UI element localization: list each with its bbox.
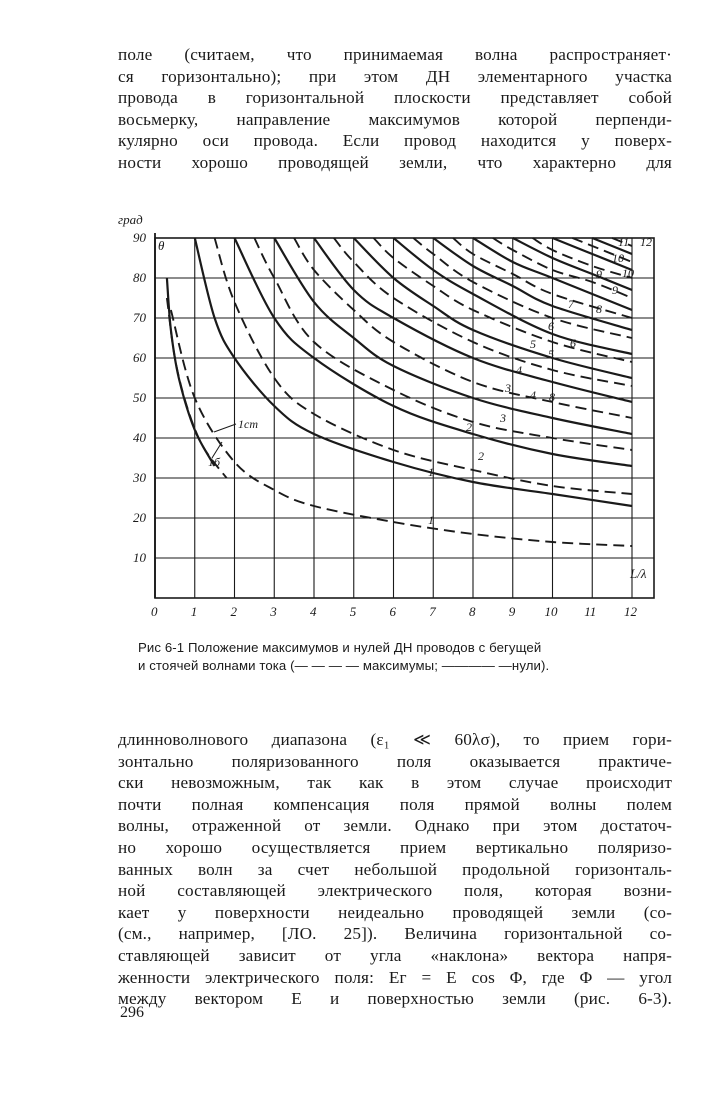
text-line: волны, отраженной от земли. Однако при этом достаточ-	[118, 816, 672, 836]
text-line: Рис 6-1 Положение максимумов и нулей ДН проводов с бегущей	[138, 640, 542, 655]
y-tick-label: 50	[133, 390, 146, 405]
page-number: 296	[120, 1004, 144, 1021]
y-tick-label: 70	[133, 310, 146, 325]
curve-label: 5	[530, 337, 536, 351]
text-line: ной составляющей электрического поля, которая возни-	[118, 881, 672, 901]
x-tick-label: 4	[310, 604, 317, 619]
text-line: длинноволнового диапазона (ε₁ ≪ 60λσ), то прием гори-	[118, 730, 672, 749]
text-line: поле (считаем, что принимаемая волна распространяет·	[118, 45, 672, 64]
curve-label: 3	[505, 381, 511, 395]
text-line: восьмерку, направление максимумов которой перпенди-	[118, 109, 672, 129]
text-line: кулярно оси провода. Если провод находится у поверх-	[118, 131, 672, 151]
text-line: (см., например, [ЛО. 25]). Величина горизонтальной со-	[118, 924, 672, 944]
text-line: кает у поверхности неидеально проводящей земли (со-	[118, 902, 672, 922]
y-tick-label: 40	[133, 430, 146, 445]
x-tick-label: 11	[584, 604, 597, 619]
curve-label: 2	[466, 420, 472, 434]
x-tick-label: 5	[349, 604, 357, 619]
curve-label: 4	[530, 388, 536, 402]
x-tick-label: 12	[624, 604, 637, 619]
text-line: зонтально поляризованного поля оказывается практиче-	[118, 751, 672, 771]
curve-label: 12	[640, 235, 652, 249]
curve-label: 3	[500, 411, 506, 425]
curve-label: 1	[428, 465, 434, 479]
y-unit-label: град	[118, 212, 143, 227]
maximum-curve-7	[413, 238, 632, 338]
curve-label: 10	[622, 266, 634, 280]
x-tick-label: 6	[389, 604, 396, 619]
x-tick-label: 2	[230, 604, 237, 619]
curve-label: 8	[596, 302, 602, 316]
text-line: но хорошо осуществляется прием вертикально поляризо-	[118, 837, 672, 857]
leader-line	[214, 424, 236, 432]
null-curve-5	[354, 238, 632, 378]
y-tick-label: 80	[133, 270, 146, 285]
curve-label: 9	[612, 283, 618, 297]
curve-label: 9	[596, 267, 602, 281]
text-line: женности электрического поля: Eг = E cos Φ, где Φ — угол	[118, 967, 672, 987]
curve-label: 1	[428, 513, 434, 527]
x-axis-symbol: L/λ	[630, 566, 647, 581]
figure-caption	[138, 639, 668, 675]
bottom-paragraph	[118, 729, 672, 1010]
maximum-curve-4	[294, 238, 632, 418]
curve-label: 7	[568, 297, 574, 311]
x-tick-label: 3	[270, 604, 277, 619]
text-line: ски невозможным, так как в этом случае происходит	[118, 773, 672, 793]
y-tick-label: 20	[133, 510, 146, 525]
curve-label: 5	[548, 347, 554, 361]
text-line: почти полная компенсация поля прямой волны полем	[118, 794, 672, 814]
text-line: между вектором E и поверхностью земли (рис. 6-3).	[118, 989, 672, 1009]
x-tick-label: 8	[469, 604, 476, 619]
x-tick-label: 9	[508, 604, 516, 619]
curve-label: 8	[549, 390, 555, 404]
x-tick-label: 0	[151, 604, 158, 619]
curve-label: 1б	[208, 455, 221, 469]
text-line: ся горизонтально); при этом ДН элементарного участка	[118, 66, 672, 86]
curves	[167, 238, 632, 546]
curve-label: 1ст	[238, 417, 258, 431]
curve-label: 2	[478, 449, 484, 463]
x-tick-label: 7	[429, 604, 436, 619]
text-line: ставляющей зависит от угла «наклона» вектора напря-	[118, 945, 672, 965]
y-tick-label: 60	[133, 350, 146, 365]
text-line: провода в горизонтальной плоскости представляет собой	[118, 88, 672, 108]
y-axis-symbol: θ	[158, 238, 165, 253]
text-line: ванных волн за счет небольшой продольной горизонталь-	[118, 859, 672, 879]
curve-label: 6	[548, 319, 554, 333]
curve-label: 10	[612, 251, 624, 265]
y-tick-label: 10	[133, 550, 146, 565]
curve-label: 6	[570, 336, 576, 350]
text-line: ности хорошо проводящей земли, что характерно для	[118, 152, 672, 172]
curve-label: 4	[516, 363, 522, 377]
y-tick-label: 30	[133, 470, 146, 485]
null-curve-7	[433, 238, 632, 330]
x-tick-label: 10	[544, 604, 558, 619]
x-tick-label: 1	[190, 604, 198, 619]
y-tick-label: 90	[133, 230, 146, 245]
text-line: и стоячей волнами тока (— — — — максимумы; ———— —нули).	[138, 658, 550, 673]
curve-label: 11	[618, 235, 630, 249]
